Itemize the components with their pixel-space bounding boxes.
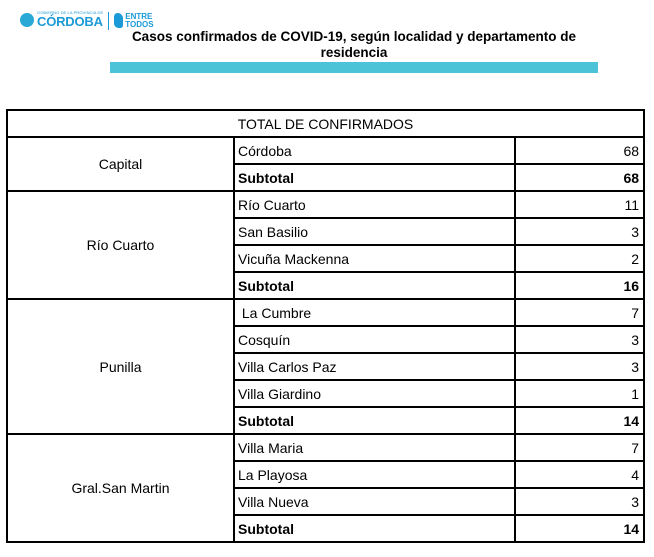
count-cell: 2 bbox=[516, 246, 643, 271]
count-cell: 3 bbox=[516, 327, 643, 352]
table-header: TOTAL DE CONFIRMADOS bbox=[8, 111, 643, 136]
subtotal-value: 14 bbox=[516, 408, 643, 433]
cordoba-logo bbox=[20, 10, 154, 30]
table-header-row bbox=[8, 111, 643, 136]
department-cell: Punilla bbox=[8, 300, 233, 433]
province-map-icon bbox=[114, 13, 123, 28]
count-cell: 68 bbox=[516, 138, 643, 163]
subtotal-value: 68 bbox=[516, 165, 643, 190]
count-cell: 7 bbox=[516, 300, 643, 325]
count-cell: 7 bbox=[516, 435, 643, 460]
locality-cell: Villa Giardino bbox=[235, 381, 514, 406]
locality-cell: Río Cuarto bbox=[235, 192, 514, 217]
locality-cell: Córdoba bbox=[235, 138, 514, 163]
page-title: Casos confirmados de COVID-19, según localidad y departamento de residencia bbox=[131, 29, 577, 60]
table-row bbox=[8, 192, 643, 217]
subtotal-label: Subtotal bbox=[235, 408, 514, 433]
count-cell: 4 bbox=[516, 462, 643, 487]
count-cell: 11 bbox=[516, 192, 643, 217]
department-cell: Río Cuarto bbox=[8, 192, 233, 298]
count-cell: 1 bbox=[516, 381, 643, 406]
count-cell: 3 bbox=[516, 354, 643, 379]
locality-cell: Villa Maria bbox=[235, 435, 514, 460]
subtotal-label: Subtotal bbox=[235, 273, 514, 298]
locality-cell: Villa Carlos Paz bbox=[235, 354, 514, 379]
logo-entre-text: ENTRE bbox=[125, 12, 153, 21]
locality-cell: Vicuña Mackenna bbox=[235, 246, 514, 271]
locality-cell: La Cumbre bbox=[235, 300, 514, 325]
logo-province-text: CÓRDOBA bbox=[37, 14, 103, 29]
department-cell: Capital bbox=[8, 138, 233, 190]
confirmed-cases-table bbox=[6, 109, 645, 543]
count-cell: 3 bbox=[516, 489, 643, 514]
logo-small-text: GOBIERNO DE LA PROVINCIA DE bbox=[37, 10, 104, 15]
table-row bbox=[8, 300, 643, 325]
locality-cell: San Basilio bbox=[235, 219, 514, 244]
table-row bbox=[8, 435, 643, 460]
title-accent-bar bbox=[110, 62, 598, 73]
province-seal-icon bbox=[20, 13, 34, 27]
logo-todos-text: TODOS bbox=[125, 20, 154, 29]
subtotal-value: 14 bbox=[516, 516, 643, 541]
department-cell: Gral.San Martin bbox=[8, 435, 233, 541]
locality-cell: La Playosa bbox=[235, 462, 514, 487]
count-cell: 3 bbox=[516, 219, 643, 244]
logo-separator bbox=[108, 12, 109, 30]
locality-cell: Cosquín bbox=[235, 327, 514, 352]
locality-cell: Villa Nueva bbox=[235, 489, 514, 514]
table-row bbox=[8, 138, 643, 163]
subtotal-label: Subtotal bbox=[235, 516, 514, 541]
subtotal-label: Subtotal bbox=[235, 165, 514, 190]
subtotal-value: 16 bbox=[516, 273, 643, 298]
